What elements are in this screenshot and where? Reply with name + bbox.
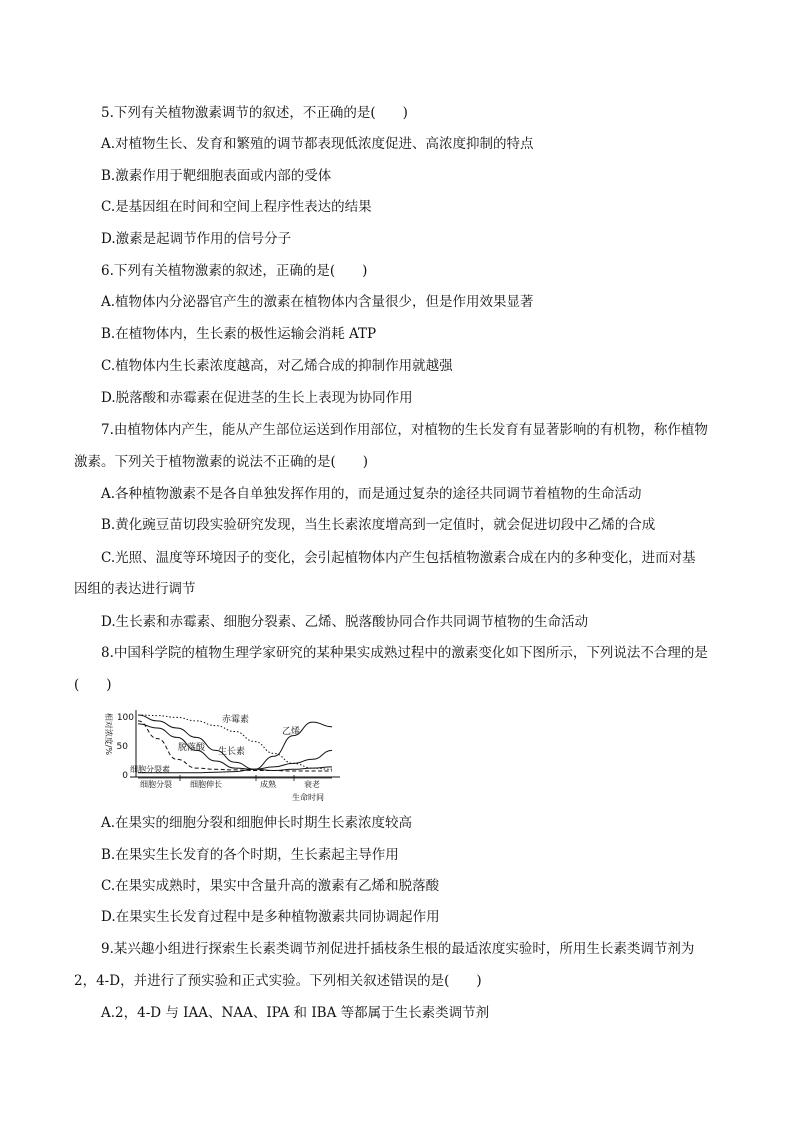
chart-y-tick-50: 50 — [116, 742, 128, 752]
question-9-option-a: A.2，4-D 与 IAA、NAA、IPA 和 IBA 等都属于生长素类调节剂 — [101, 1005, 490, 1021]
question-7-option-b: B.黄化豌豆苗切段实验研究发现，当生长素浓度增高到一定值时，就会促进切段中乙烯的合成 — [101, 517, 656, 533]
chart-x-axis-label: 生命时间 — [292, 793, 324, 802]
question-6-option-d: D.脱落酸和赤霉素在促进茎的生长上表现为协同作用 — [101, 390, 413, 406]
question-8-stem-line1: 8.中国科学院的植物生理学家研究的某种果实成熟过程中的激素变化如下图所示，下列说法不合理的是 — [101, 645, 708, 661]
question-5-option-a: A.对植物生长、发育和繁殖的调节都表现低浓度促进、高浓度抑制的特点 — [101, 136, 534, 152]
question-7-option-d: D.生长素和赤霉素、细胞分裂素、乙烯、脱落酸协同合作共同调节植物的生命活动 — [101, 614, 589, 630]
question-9-stem-line1: 9.某兴趣小组进行探索生长素类调节剂促进扦插枝条生根的最适浓度实验时，所用生长素类调节剂为 — [101, 941, 695, 957]
question-8-option-c: C.在果实成熟时，果实中含量升高的激素有乙烯和脱落酸 — [101, 878, 440, 894]
question-5-option-d: D.激素是起调节作用的信号分子 — [101, 231, 292, 247]
chart-y-tick-100: 100 — [116, 713, 134, 723]
question-8-option-a: A.在果实的细胞分裂和细胞伸长时期生长素浓度较高 — [101, 815, 413, 831]
series-label-abscisic-acid: 脱落酸 — [178, 743, 206, 753]
question-5-option-c: C.是基因组在时间和空间上程序性表达的结果 — [101, 199, 372, 215]
question-7-stem-line1: 7.由植物体内产生，能从产生部位运送到作用部位，对植物的生长发育有显著影响的有机物，称作植物 — [101, 422, 708, 438]
chart-y-tick-0: 0 — [122, 771, 128, 781]
question-6-stem: 6.下列有关植物激素的叙述，正确的是( ) — [101, 263, 368, 279]
question-7-option-c-line2: 因组的表达进行调节 — [74, 581, 196, 597]
question-8-stem-line2: ( ) — [74, 677, 112, 693]
series-label-auxin: 生长素 — [218, 747, 246, 757]
question-8-option-d: D.在果实生长发育过程中是多种植物激素共同协调起作用 — [101, 909, 440, 925]
series-label-gibberellin: 赤霉素 — [222, 715, 250, 725]
phase-label-senescence: 衰老 — [304, 780, 320, 789]
question-8-option-b: B.在果实生长发育的各个时期，生长素起主导作用 — [101, 847, 399, 863]
question-6-option-b: B.在植物体内，生长素的极性运输会消耗 ATP — [101, 326, 377, 342]
question-7-option-c-line1: C.光照、温度等环境因子的变化，会引起植物体内产生包括植物激素合成在内的多种变化，进而对基 — [101, 550, 696, 566]
chart-y-axis-label: 相对浓度/% — [104, 712, 113, 756]
chart-svg — [100, 704, 345, 804]
question-5-stem: 5.下列有关植物激素调节的叙述，不正确的是( ) — [101, 105, 408, 121]
phase-label-ripening: 成熟 — [260, 780, 276, 789]
question-6-option-a: A.植物体内分泌器官产生的激素在植物体内含量很少，但是作用效果显著 — [101, 294, 534, 310]
question-5-option-b: B.激素作用于靶细胞表面或内部的受体 — [101, 168, 332, 184]
question-7-option-a: A.各种植物激素不是各自单独发挥作用的，而是通过复杂的途径共同调节着植物的生命活动 — [101, 486, 642, 502]
series-label-ethylene: 乙烯 — [282, 727, 301, 737]
question-6-option-c: C.植物体内生长素浓度越高，对乙烯合成的抑制作用就越强 — [101, 358, 453, 374]
phase-label-cell-division: 细胞分裂 — [140, 780, 172, 789]
question-9-stem-line2: 2，4-D，并进行了预实验和正式实验。下列相关叙述错误的是( ) — [74, 973, 482, 989]
phase-label-cell-elongation: 细胞伸长 — [190, 780, 222, 789]
series-label-cytokinin: 细胞分裂素 — [130, 765, 170, 774]
hormone-concentration-chart — [100, 704, 345, 804]
question-7-stem-line2: 激素。下列关于植物激素的说法不正确的是( ) — [74, 454, 369, 470]
